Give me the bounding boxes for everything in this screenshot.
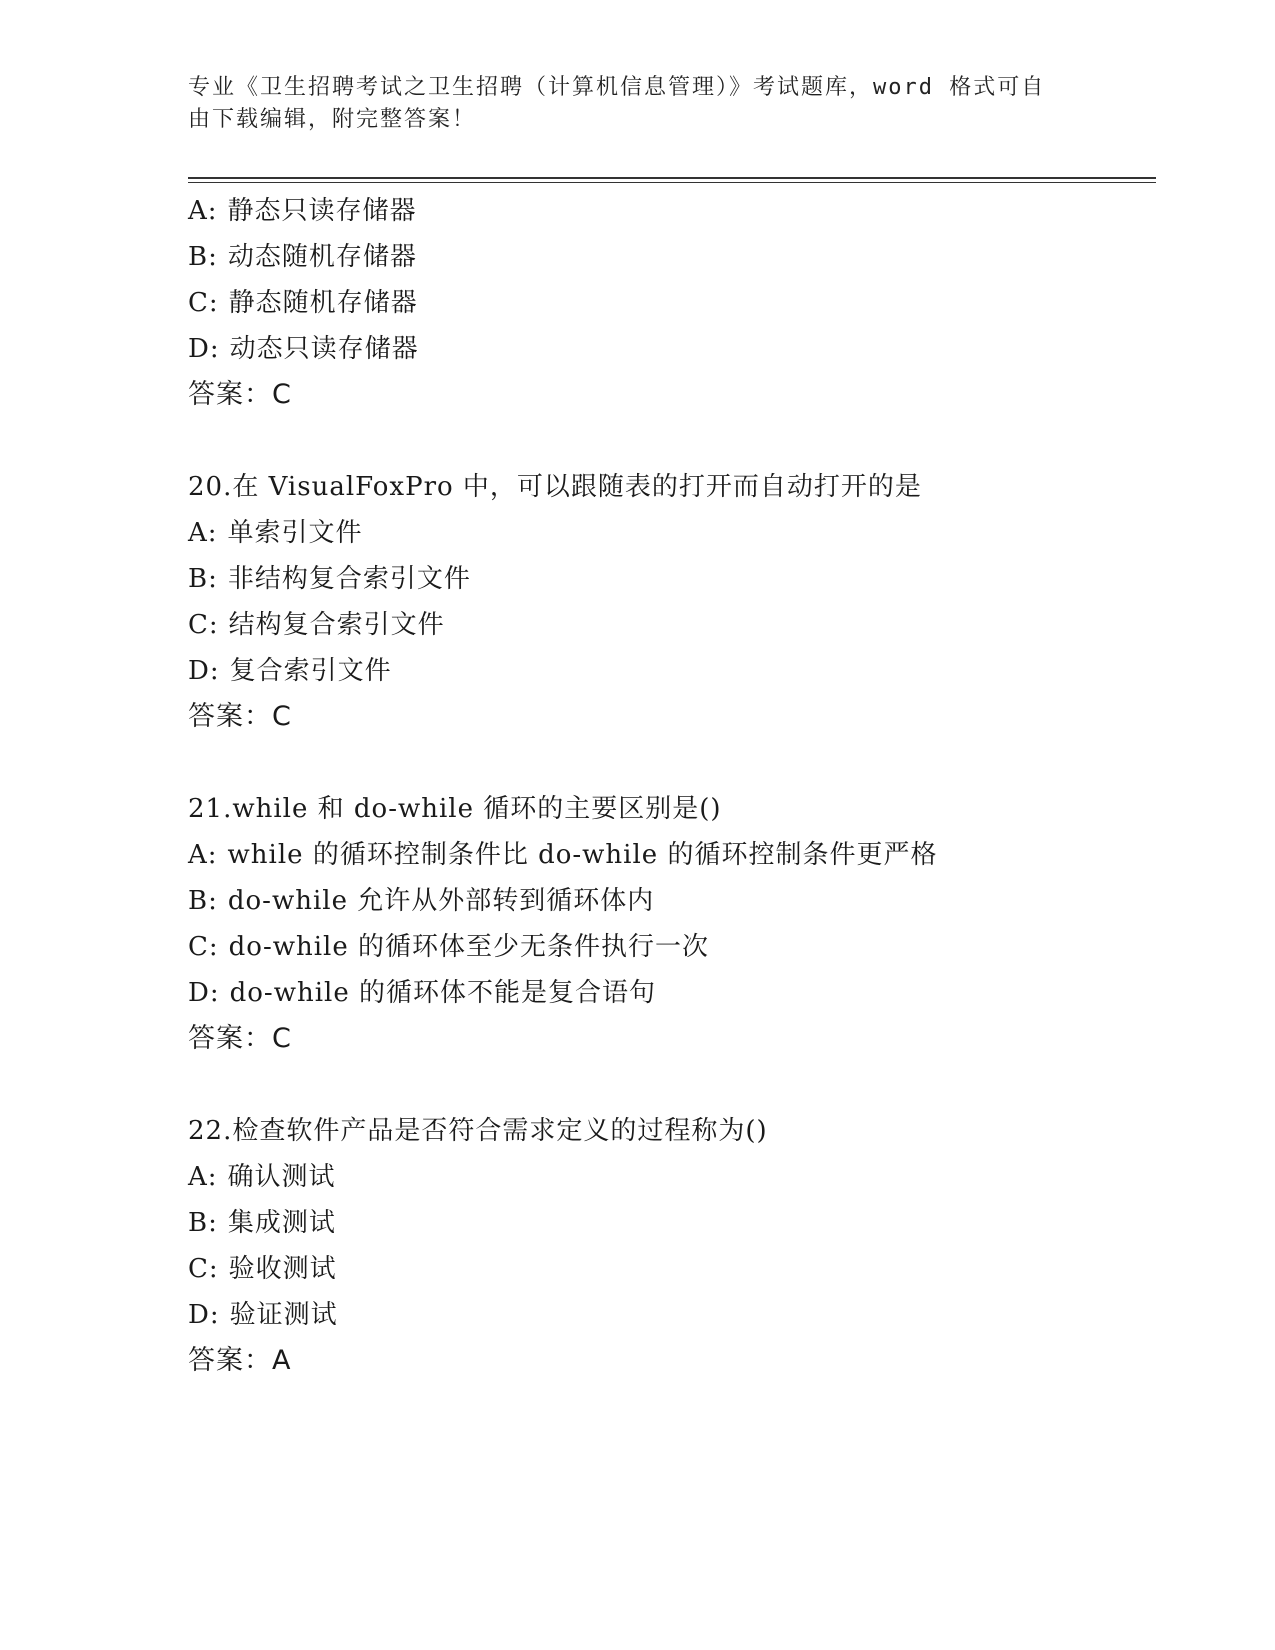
- option-b: B: 集成测试: [188, 1208, 336, 1238]
- option-c: C: do-while 的循环体至少无条件执行一次: [188, 932, 710, 962]
- option-d: D: 动态只读存储器: [188, 334, 419, 364]
- option-a: A: 静态只读存储器: [188, 196, 417, 226]
- question-21: [188, 786, 1156, 1062]
- question-19: [188, 188, 1156, 418]
- intro-line-1: 专业《卫生招聘考试之卫生招聘（计算机信息管理）》考试题库，word 格式可自: [188, 75, 1046, 100]
- option-b: B: do-while 允许从外部转到循环体内: [188, 886, 655, 916]
- option-a: A: 单索引文件: [188, 518, 363, 548]
- document-intro: [188, 72, 1068, 136]
- answer: 答案：C: [188, 379, 292, 410]
- answer: 答案：C: [188, 1023, 292, 1054]
- option-d: D: 验证测试: [188, 1300, 338, 1330]
- question-stem: 21.while 和 do-while 循环的主要区别是(): [188, 794, 722, 824]
- intro-line-2: 由下载编辑，附完整答案！: [188, 107, 477, 132]
- question-list: [188, 188, 1156, 1430]
- answer: 答案：C: [188, 701, 292, 732]
- question-stem: 20.在 VisualFoxPro 中，可以跟随表的打开而自动打开的是: [188, 472, 922, 502]
- option-d: D: 复合索引文件: [188, 656, 392, 686]
- option-c: C: 静态随机存储器: [188, 288, 418, 318]
- option-b: B: 动态随机存储器: [188, 242, 417, 272]
- question-22: [188, 1108, 1156, 1384]
- option-d: D: do-while 的循环体不能是复合语句: [188, 978, 656, 1008]
- option-a: A: 确认测试: [188, 1162, 336, 1192]
- option-c: C: 结构复合索引文件: [188, 610, 445, 640]
- question-20: [188, 464, 1156, 740]
- question-stem: 22.检查软件产品是否符合需求定义的过程称为(): [188, 1116, 768, 1146]
- header-divider: [188, 177, 1156, 183]
- option-a: A: while 的循环控制条件比 do-while 的循环控制条件更严格: [188, 840, 938, 870]
- option-b: B: 非结构复合索引文件: [188, 564, 471, 594]
- answer: 答案：A: [188, 1345, 292, 1376]
- option-c: C: 验收测试: [188, 1254, 337, 1284]
